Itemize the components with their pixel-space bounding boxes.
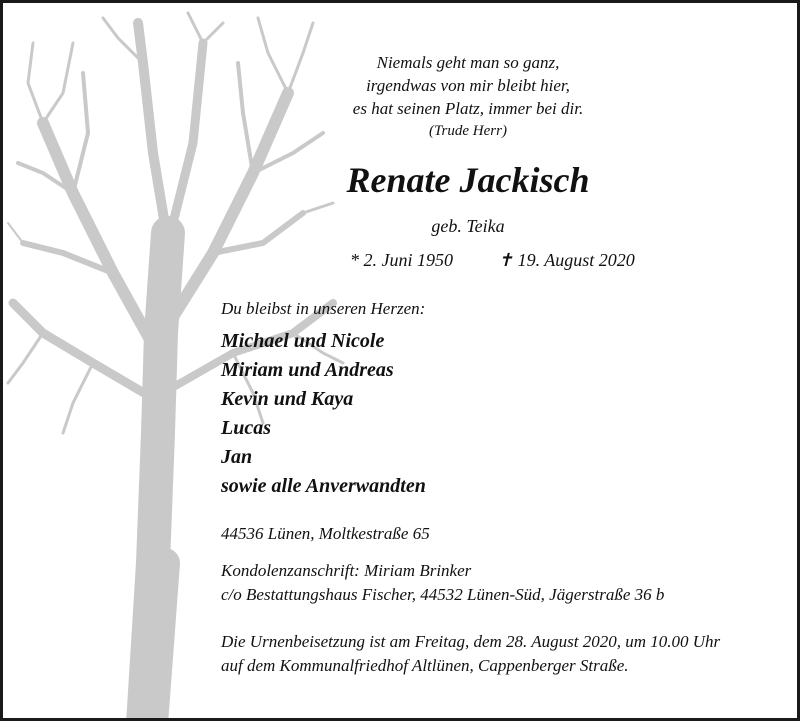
mourners-intro: Du bleibst in unseren Herzen: [221,299,426,318]
burial-line: Die Urnenbeisetzung ist am Freitag, dem 28. August 2020, um 10.00 Uhr [221,632,721,651]
condolence-line: c/o Bestattungshaus Fischer, 44532 Lünen-Süd, Jägerstraße 36 b [221,585,665,604]
mourners-list [221,327,426,501]
death-date: 19. August 2020 [517,250,635,270]
cross-icon: ✝ [498,250,514,270]
condolence-address [221,559,664,607]
family-address: 44536 Lünen, Moltkestraße 65 [221,524,430,543]
quote-line: es hat seinen Platz, immer bei dir. [352,99,584,118]
birth-name: geb. Teika [431,216,505,236]
mourner-name: sowie alle Anverwandten [221,475,426,497]
mourner-name: Kevin und Kaya [221,388,354,410]
quote-line: Niemals geht man so ganz, [376,53,560,72]
condolence-line: Kondolenzanschrift: Miriam Brinker [221,561,472,580]
birth-date: * 2. Juni 1950 [350,250,453,270]
quote-line: irgendwas von mir bleibt hier, [366,76,570,95]
death-date-line [498,250,635,271]
burial-notice [221,630,720,678]
memorial-quote [303,51,633,143]
mourner-name: Lucas [221,417,271,439]
mourner-name: Jan [221,446,253,468]
burial-line: auf dem Kommunalfriedhof Altlünen, Cappenberger Straße. [221,656,629,675]
quote-author: (Trude Herr) [429,123,507,139]
mourner-name: Miriam und Andreas [221,359,394,381]
mourner-name: Michael und Nicole [221,330,385,352]
deceased-name: Renate Jackisch [346,160,590,200]
